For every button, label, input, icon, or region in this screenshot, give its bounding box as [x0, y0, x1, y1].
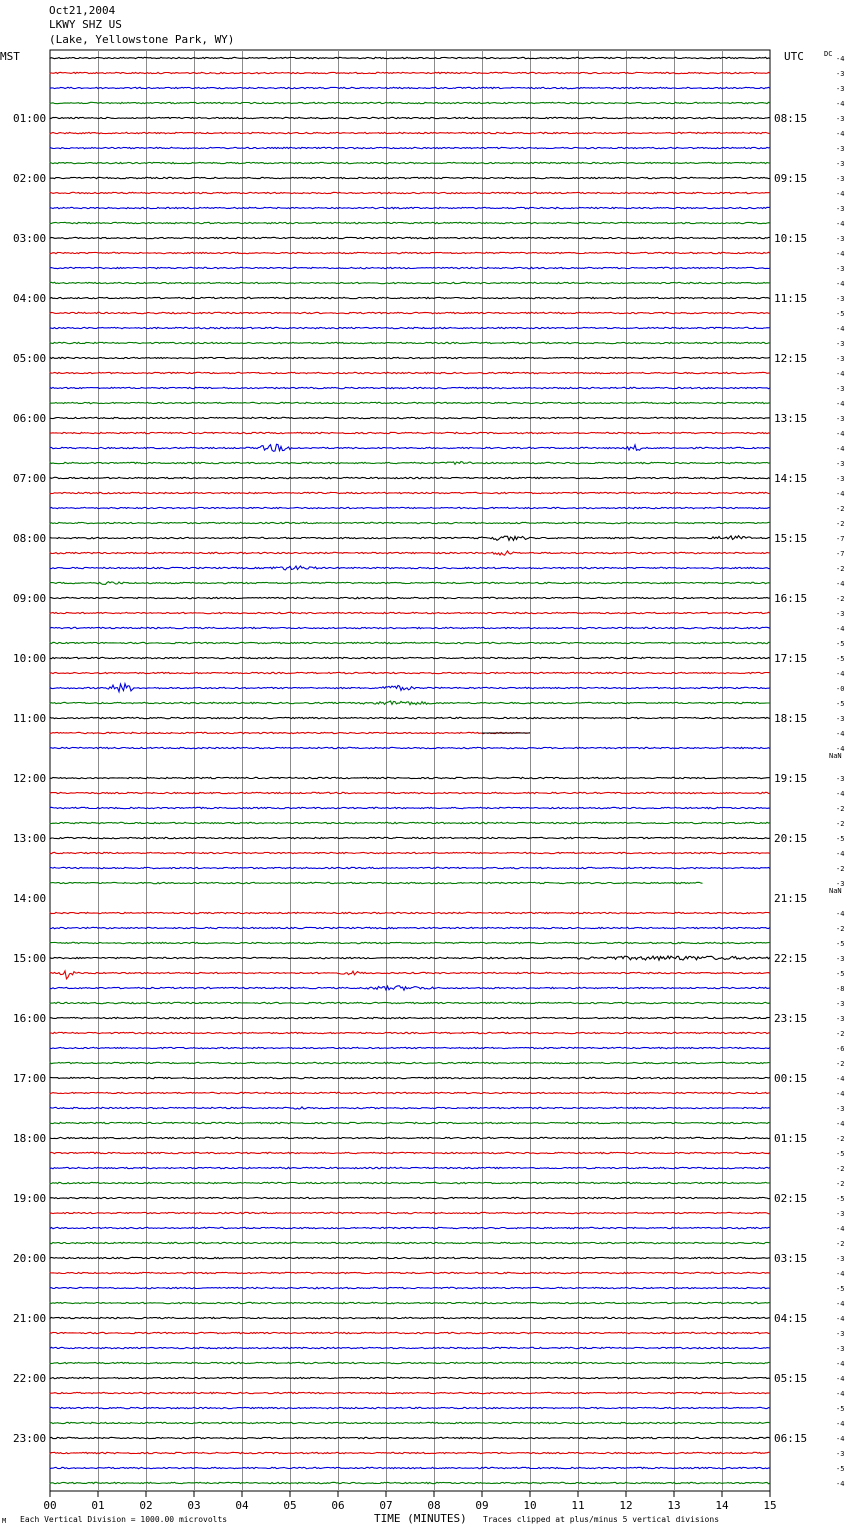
trace-line	[50, 837, 770, 838]
trace-offset-label: -5	[836, 1405, 845, 1413]
trace-line	[50, 1302, 770, 1303]
trace-line	[50, 477, 770, 478]
trace-offset-label: -4	[836, 280, 845, 288]
utc-time-label: 00:15	[774, 1072, 808, 1085]
trace-offset-label: -3	[836, 1000, 845, 1008]
utc-time-label: 02:15	[774, 1192, 808, 1205]
trace-offset-label: -5	[836, 655, 845, 663]
utc-time-label: 18:15	[774, 712, 808, 725]
utc-time-label: 23:15	[774, 1012, 808, 1025]
trace-line	[50, 237, 770, 238]
trace-offset-label: -3	[836, 70, 845, 78]
trace-line	[50, 971, 770, 979]
trace-line	[50, 882, 703, 883]
trace-line	[50, 986, 770, 990]
trace-line	[50, 57, 770, 58]
scale-note: Each Vertical Division = 1000.00 microvolts	[20, 1515, 228, 1524]
trace-offset-label: -5	[836, 640, 845, 648]
trace-offset-label: -4	[836, 910, 845, 918]
trace-line	[50, 867, 770, 868]
trace-offset-label: -3	[836, 85, 845, 93]
utc-time-label: 09:15	[774, 172, 808, 185]
trace-offset-label: -3	[836, 1210, 845, 1218]
trace-line	[50, 747, 770, 748]
trace-offset-label: -2	[836, 865, 845, 873]
trace-offset-label: -4	[836, 1420, 845, 1428]
utc-time-label: 10:15	[774, 232, 808, 245]
trace-line	[50, 312, 770, 313]
trace-line	[50, 222, 770, 223]
trace-offset-label: -4	[836, 190, 845, 198]
trace-line	[50, 507, 770, 508]
mst-time-label: 15:00	[13, 952, 47, 965]
trace-line	[50, 1047, 770, 1048]
mst-time-label: 02:00	[13, 172, 47, 185]
trace-offset-label: -3	[836, 160, 845, 168]
mst-time-label: 11:00	[13, 712, 47, 725]
trace-line	[50, 1092, 770, 1093]
trace-offset-label: -2	[836, 1060, 845, 1068]
trace-line	[50, 1002, 770, 1003]
trace-offset-label: -4	[836, 250, 845, 258]
mst-time-label: 23:00	[13, 1432, 47, 1445]
trace-offset-label: -4	[836, 325, 845, 333]
trace-line	[50, 1437, 770, 1438]
trace-offset-label: -4	[836, 55, 845, 63]
trace-offset-label: -4	[836, 1315, 845, 1323]
trace-line	[50, 357, 770, 358]
trace-line	[50, 87, 770, 88]
trace-offset-label: -4	[836, 1225, 845, 1233]
utc-time-label: 22:15	[774, 952, 808, 965]
trace-line	[50, 1167, 770, 1168]
trace-line	[50, 536, 770, 541]
trace-offset-label: -5	[836, 1195, 845, 1203]
trace-line	[50, 177, 770, 178]
trace-offset-label: -4	[836, 1300, 845, 1308]
trace-offset-label: -2	[836, 1165, 845, 1173]
trace-offset-label: -2	[836, 595, 845, 603]
trace-offset-label: -6	[836, 1045, 845, 1053]
trace-line	[50, 282, 770, 283]
x-tick-label: 09	[475, 1499, 489, 1512]
trace-line	[50, 1197, 770, 1198]
mst-time-label: 12:00	[13, 772, 47, 785]
trace-offset-label: -3	[836, 175, 845, 183]
trace-offset-label: -4	[836, 1360, 845, 1368]
trace-line	[50, 1242, 770, 1243]
trace-line	[50, 1392, 770, 1393]
trace-line	[50, 444, 770, 451]
trace-line	[50, 1122, 770, 1123]
trace-offset-label: -4	[836, 625, 845, 633]
x-tick-label: 06	[331, 1499, 345, 1512]
trace-line	[50, 684, 770, 692]
x-tick-label: 10	[523, 1499, 537, 1512]
trace-line	[50, 792, 770, 793]
trace-line	[50, 942, 770, 943]
trace-line	[50, 342, 770, 343]
trace-offset-label: -0	[836, 685, 845, 693]
trace-line	[50, 1017, 770, 1018]
utc-time-label: 11:15	[774, 292, 808, 305]
trace-offset-label: -3	[836, 1450, 845, 1458]
trace-offset-label: -4	[836, 400, 845, 408]
mst-time-label: 09:00	[13, 592, 47, 605]
trace-line	[50, 402, 770, 403]
trace-line	[50, 1467, 770, 1468]
trace-offset-label: -4	[836, 1090, 845, 1098]
trace-line	[50, 642, 770, 643]
trace-offset-label: -5	[836, 1285, 845, 1293]
trace-line	[50, 1317, 770, 1318]
utc-time-label: 17:15	[774, 652, 808, 665]
trace-offset-label: -4	[836, 1390, 845, 1398]
trace-offset-label: -4	[836, 730, 845, 738]
trace-offset-label: -4	[836, 1435, 845, 1443]
trace-offset-label: -4	[836, 370, 845, 378]
trace-offset-label: -3	[836, 610, 845, 618]
trace-offset-label: -2	[836, 565, 845, 573]
trace-offset-label: -4	[836, 745, 845, 753]
nan-label: NaN	[829, 887, 842, 895]
trace-line	[50, 822, 770, 823]
mst-time-label: 18:00	[13, 1132, 47, 1145]
mst-time-label: 01:00	[13, 112, 47, 125]
x-tick-label: 05	[283, 1499, 297, 1512]
trace-line	[50, 1347, 770, 1348]
trace-offset-label: -5	[836, 1150, 845, 1158]
utc-time-label: 15:15	[774, 532, 808, 545]
x-axis-title: TIME (MINUTES)	[374, 1512, 467, 1525]
trace-offset-label: -3	[836, 340, 845, 348]
trace-offset-label: -8	[836, 985, 845, 993]
trace-line	[50, 522, 770, 523]
trace-line	[50, 1422, 770, 1423]
trace-line	[50, 1452, 770, 1453]
trace-line	[50, 1107, 770, 1109]
x-tick-label: 11	[571, 1499, 585, 1512]
trace-offset-label: -2	[836, 1180, 845, 1188]
trace-line	[50, 912, 770, 913]
trace-line	[50, 432, 770, 433]
trace-line	[50, 852, 770, 853]
trace-offset-label: -3	[836, 145, 845, 153]
mst-time-label: 03:00	[13, 232, 47, 245]
x-tick-label: 01	[91, 1499, 105, 1512]
x-tick-label: 03	[187, 1499, 201, 1512]
mst-time-label: 21:00	[13, 1312, 47, 1325]
trace-offset-label: -3	[836, 1330, 845, 1338]
trace-offset-label: -5	[836, 700, 845, 708]
trace-offset-label: -2	[836, 925, 845, 933]
trace-offset-label: -4	[836, 220, 845, 228]
trace-offset-label: -3	[836, 115, 845, 123]
trace-line	[50, 1362, 770, 1363]
x-tick-label: 07	[379, 1499, 393, 1512]
trace-offset-label: -5	[836, 310, 845, 318]
trace-offset-label: -2	[836, 805, 845, 813]
trace-line	[50, 1227, 770, 1228]
utc-time-label: 08:15	[774, 112, 808, 125]
trace-line	[50, 657, 770, 658]
trace-line	[50, 147, 770, 148]
x-tick-label: 14	[715, 1499, 729, 1512]
trace-offset-label: -3	[836, 1105, 845, 1113]
trace-line	[50, 612, 770, 613]
trace-line	[50, 72, 770, 73]
trace-line	[50, 1287, 770, 1288]
x-tick-label: 12	[619, 1499, 633, 1512]
plot-frame	[50, 50, 770, 1491]
trace-offset-label: -3	[836, 205, 845, 213]
mst-time-label: 16:00	[13, 1012, 47, 1025]
date-label: Oct21,2004	[49, 4, 116, 17]
dc-label: DC	[824, 50, 833, 58]
utc-time-label: 04:15	[774, 1312, 808, 1325]
trace-line	[50, 627, 770, 628]
clip-note: Traces clipped at plus/minus 5 vertical divisions	[483, 1515, 720, 1524]
trace-offset-label: -3	[836, 385, 845, 393]
trace-offset-label: -3	[836, 235, 845, 243]
trace-line	[50, 1152, 770, 1153]
trace-offset-label: -4	[836, 1270, 845, 1278]
trace-line	[50, 192, 770, 193]
utc-time-label: 06:15	[774, 1432, 808, 1445]
utc-time-label: 01:15	[774, 1132, 808, 1145]
trace-offset-label: -7	[836, 550, 845, 558]
x-tick-label: 02	[139, 1499, 153, 1512]
trace-offset-label: -3	[836, 880, 845, 888]
x-tick-label: 08	[427, 1499, 441, 1512]
trace-line	[50, 566, 770, 570]
trace-offset-label: -3	[836, 715, 845, 723]
trace-line	[50, 701, 770, 705]
trace-offset-label: -3	[836, 460, 845, 468]
mst-time-label: 05:00	[13, 352, 47, 365]
trace-offset-label: -4	[836, 130, 845, 138]
trace-offset-label: -4	[836, 790, 845, 798]
trace-line	[50, 1332, 770, 1333]
trace-offset-label: -3	[836, 475, 845, 483]
trace-line	[50, 1377, 770, 1378]
mst-time-label: 08:00	[13, 532, 47, 545]
mst-axis-label: MST	[0, 50, 20, 63]
trace-offset-label: -2	[836, 520, 845, 528]
trace-line	[50, 417, 770, 418]
trace-offset-label: -2	[836, 1135, 845, 1143]
trace-line	[50, 102, 770, 103]
x-tick-label: 04	[235, 1499, 249, 1512]
trace-offset-label: -5	[836, 940, 845, 948]
mst-time-label: 06:00	[13, 412, 47, 425]
trace-offset-label: -4	[836, 490, 845, 498]
mst-time-label: 20:00	[13, 1252, 47, 1265]
mst-time-label: 04:00	[13, 292, 47, 305]
trace-line	[50, 267, 770, 268]
trace-line	[50, 777, 770, 778]
trace-offset-label: -3	[836, 775, 845, 783]
utc-time-label: 05:15	[774, 1372, 808, 1385]
trace-offset-label: -3	[836, 355, 845, 363]
trace-offset-label: -2	[836, 820, 845, 828]
trace-offset-label: -4	[836, 445, 845, 453]
trace-line	[50, 462, 770, 465]
trace-line	[50, 1257, 770, 1258]
utc-time-label: 03:15	[774, 1252, 808, 1265]
trace-line	[50, 162, 770, 163]
x-tick-label: 15	[763, 1499, 777, 1512]
trace-line	[50, 492, 770, 493]
trace-line	[50, 807, 770, 808]
x-tick-label: 00	[43, 1499, 57, 1512]
trace-line	[50, 956, 770, 960]
trace-line	[50, 372, 770, 373]
trace-line	[50, 597, 770, 598]
mst-time-label: 19:00	[13, 1192, 47, 1205]
trace-line	[50, 327, 770, 328]
trace-line	[50, 551, 770, 555]
trace-line	[50, 582, 770, 585]
trace-line	[50, 1062, 770, 1063]
trace-offset-label: -3	[836, 1015, 845, 1023]
trace-offset-label: -4	[836, 100, 845, 108]
trace-line	[50, 1272, 770, 1273]
trace-line	[50, 672, 770, 673]
trace-line	[50, 1482, 770, 1483]
trace-line	[50, 117, 770, 118]
trace-line	[50, 927, 770, 928]
mst-time-label: 07:00	[13, 472, 47, 485]
trace-offset-label: -2	[836, 1240, 845, 1248]
trace-offset-label: -5	[836, 970, 845, 978]
trace-offset-label: -3	[836, 955, 845, 963]
utc-time-label: 21:15	[774, 892, 808, 905]
trace-offset-label: -7	[836, 535, 845, 543]
trace-offset-label: -2	[836, 505, 845, 513]
trace-offset-label: -3	[836, 295, 845, 303]
utc-time-label: 16:15	[774, 592, 808, 605]
trace-offset-label: -4	[836, 670, 845, 678]
utc-time-label: 12:15	[774, 352, 808, 365]
trace-offset-label: -2	[836, 1030, 845, 1038]
trace-offset-label: -4	[836, 580, 845, 588]
trace-offset-label: -4	[836, 1375, 845, 1383]
trace-line	[50, 1137, 770, 1138]
trace-offset-label: -4	[836, 1120, 845, 1128]
utc-time-label: 20:15	[774, 832, 808, 845]
trace-offset-label: -5	[836, 835, 845, 843]
nan-label: NaN	[829, 752, 842, 760]
trace-line	[50, 1407, 770, 1408]
station-label: LKWY SHZ US	[49, 18, 122, 31]
utc-time-label: 19:15	[774, 772, 808, 785]
utc-time-label: 14:15	[774, 472, 808, 485]
trace-line	[50, 1212, 770, 1213]
footer-mark: M	[2, 1517, 7, 1525]
trace-line	[50, 717, 770, 718]
trace-offset-label: -5	[836, 1465, 845, 1473]
trace-line	[50, 132, 770, 133]
trace-offset-label: -3	[836, 265, 845, 273]
trace-line	[50, 1077, 770, 1078]
mst-time-label: 22:00	[13, 1372, 47, 1385]
trace-line	[50, 387, 770, 388]
trace-line	[50, 207, 770, 208]
mst-time-label: 17:00	[13, 1072, 47, 1085]
trace-line	[50, 1032, 770, 1033]
utc-axis-label: UTC	[784, 50, 804, 63]
mst-time-label: 13:00	[13, 832, 47, 845]
trace-offset-label: -4	[836, 1480, 845, 1488]
mst-time-label: 10:00	[13, 652, 47, 665]
trace-offset-label: -4	[836, 430, 845, 438]
location-label: (Lake, Yellowstone Park, WY)	[49, 33, 235, 46]
trace-offset-label: -4	[836, 1075, 845, 1083]
mst-time-label: 14:00	[13, 892, 47, 905]
trace-offset-label: -3	[836, 415, 845, 423]
trace-line	[50, 1182, 770, 1183]
x-tick-label: 13	[667, 1499, 681, 1512]
trace-line	[50, 297, 770, 298]
utc-time-label: 13:15	[774, 412, 808, 425]
trace-offset-label: -3	[836, 1255, 845, 1263]
trace-offset-label: -4	[836, 850, 845, 858]
trace-offset-label: -3	[836, 1345, 845, 1353]
trace-line	[50, 252, 770, 253]
